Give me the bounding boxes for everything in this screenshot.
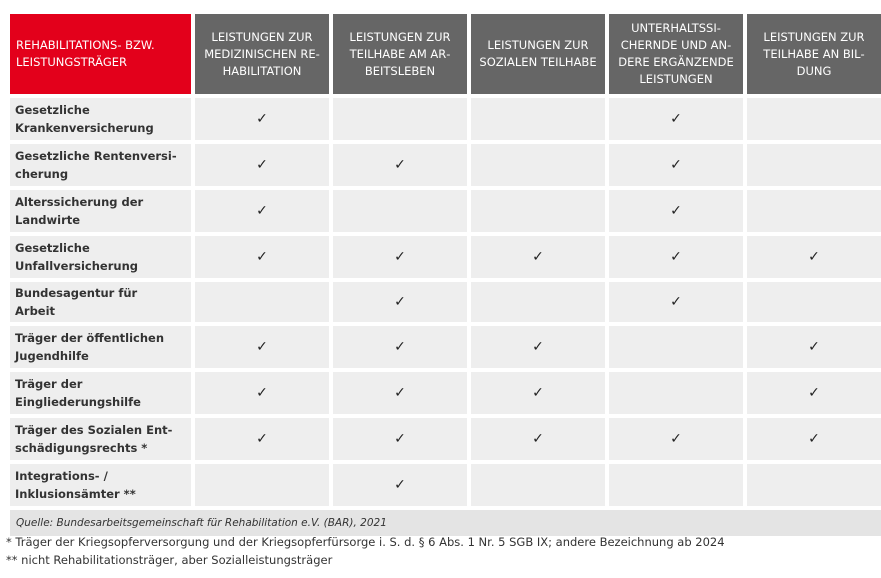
empty-cell [333, 190, 467, 232]
check-mark-icon: ✓ [747, 418, 881, 460]
check-mark-icon: ✓ [333, 326, 467, 368]
column-header-supplementary-benefits: UNTERHALTSSICHERNDE UND ANDERE ERGÄNZENDE LEISTUNGEN [609, 14, 743, 94]
empty-cell [609, 326, 743, 368]
check-mark-icon: ✓ [195, 190, 329, 232]
benefits-matrix-table [6, 10, 881, 540]
check-mark-icon: ✓ [747, 236, 881, 278]
check-mark-icon: ✓ [609, 282, 743, 322]
row-label: Gesetzliche Krankenversicherung [10, 98, 191, 140]
table-row [10, 418, 881, 460]
row-label: Alterssicherung der Landwirte [10, 190, 191, 232]
check-mark-icon: ✓ [333, 144, 467, 186]
check-mark-icon: ✓ [195, 236, 329, 278]
check-mark-icon: ✓ [471, 418, 605, 460]
footnotes [6, 533, 725, 569]
check-mark-icon: ✓ [195, 326, 329, 368]
empty-cell [609, 464, 743, 506]
check-mark-icon: ✓ [747, 326, 881, 368]
table-row [10, 282, 881, 322]
matrix-body [10, 98, 881, 506]
check-mark-icon: ✓ [609, 144, 743, 186]
table-row [10, 144, 881, 186]
empty-cell [333, 98, 467, 140]
check-mark-icon: ✓ [195, 144, 329, 186]
corner-header: REHABILITATIONS- BZW. LEISTUNGSTRÄGER [10, 14, 191, 94]
empty-cell [747, 144, 881, 186]
check-mark-icon: ✓ [195, 372, 329, 414]
check-mark-icon: ✓ [471, 372, 605, 414]
check-mark-icon: ✓ [195, 98, 329, 140]
row-label: Gesetzliche Unfallversicherung [10, 236, 191, 278]
footnote-1: * Träger der Kriegsopferversorgung und der Kriegsopferfürsorge i. S. d. § 6 Abs. 1 Nr. 5 SGB IX; andere Bezeichnung ab 2024 [6, 535, 725, 549]
check-mark-icon: ✓ [471, 236, 605, 278]
row-label: Bundesagentur für Arbeit [10, 282, 191, 322]
check-mark-icon: ✓ [747, 372, 881, 414]
column-header-work-participation: LEISTUNGEN ZUR TEILHABE AM ARBEITSLEBEN [333, 14, 467, 94]
empty-cell [747, 464, 881, 506]
check-mark-icon: ✓ [609, 98, 743, 140]
row-label: Träger des Sozialen Entschädigungsrechts * [10, 418, 191, 460]
empty-cell [747, 98, 881, 140]
empty-cell [471, 144, 605, 186]
empty-cell [747, 282, 881, 322]
empty-cell [609, 372, 743, 414]
check-mark-icon: ✓ [609, 236, 743, 278]
check-mark-icon: ✓ [333, 236, 467, 278]
table-row [10, 464, 881, 506]
source-note: Quelle: Bundesarbeitsgemeinschaft für Rehabilitation e.V. (BAR), 2021 [10, 510, 881, 536]
row-label: Träger der Eingliederungshilfe [10, 372, 191, 414]
table-row [10, 326, 881, 368]
row-label: Träger der öffentlichen Jugendhilfe [10, 326, 191, 368]
empty-cell [471, 282, 605, 322]
check-mark-icon: ✓ [609, 418, 743, 460]
table-row [10, 236, 881, 278]
row-label: Integrations- / Inklusionsämter ** [10, 464, 191, 506]
empty-cell [471, 190, 605, 232]
column-header-education-participation: LEISTUNGEN ZUR TEILHABE AN BILDUNG [747, 14, 881, 94]
empty-cell [195, 282, 329, 322]
table-row [10, 190, 881, 232]
table-row [10, 98, 881, 140]
column-header-social-participation: LEISTUNGEN ZUR SOZIALEN TEILHABE [471, 14, 605, 94]
column-header-medical-rehab: LEISTUNGEN ZUR MEDIZINISCHEN REHABILITATION [195, 14, 329, 94]
check-mark-icon: ✓ [333, 282, 467, 322]
empty-cell [471, 98, 605, 140]
empty-cell [747, 190, 881, 232]
header-row [10, 14, 881, 94]
check-mark-icon: ✓ [333, 418, 467, 460]
empty-cell [471, 464, 605, 506]
check-mark-icon: ✓ [609, 190, 743, 232]
check-mark-icon: ✓ [195, 418, 329, 460]
footnote-2: ** nicht Rehabilitationsträger, aber Sozialleistungsträger [6, 553, 333, 567]
empty-cell [195, 464, 329, 506]
row-label: Gesetzliche Rentenversicherung [10, 144, 191, 186]
check-mark-icon: ✓ [333, 464, 467, 506]
check-mark-icon: ✓ [471, 326, 605, 368]
check-mark-icon: ✓ [333, 372, 467, 414]
table-row [10, 372, 881, 414]
